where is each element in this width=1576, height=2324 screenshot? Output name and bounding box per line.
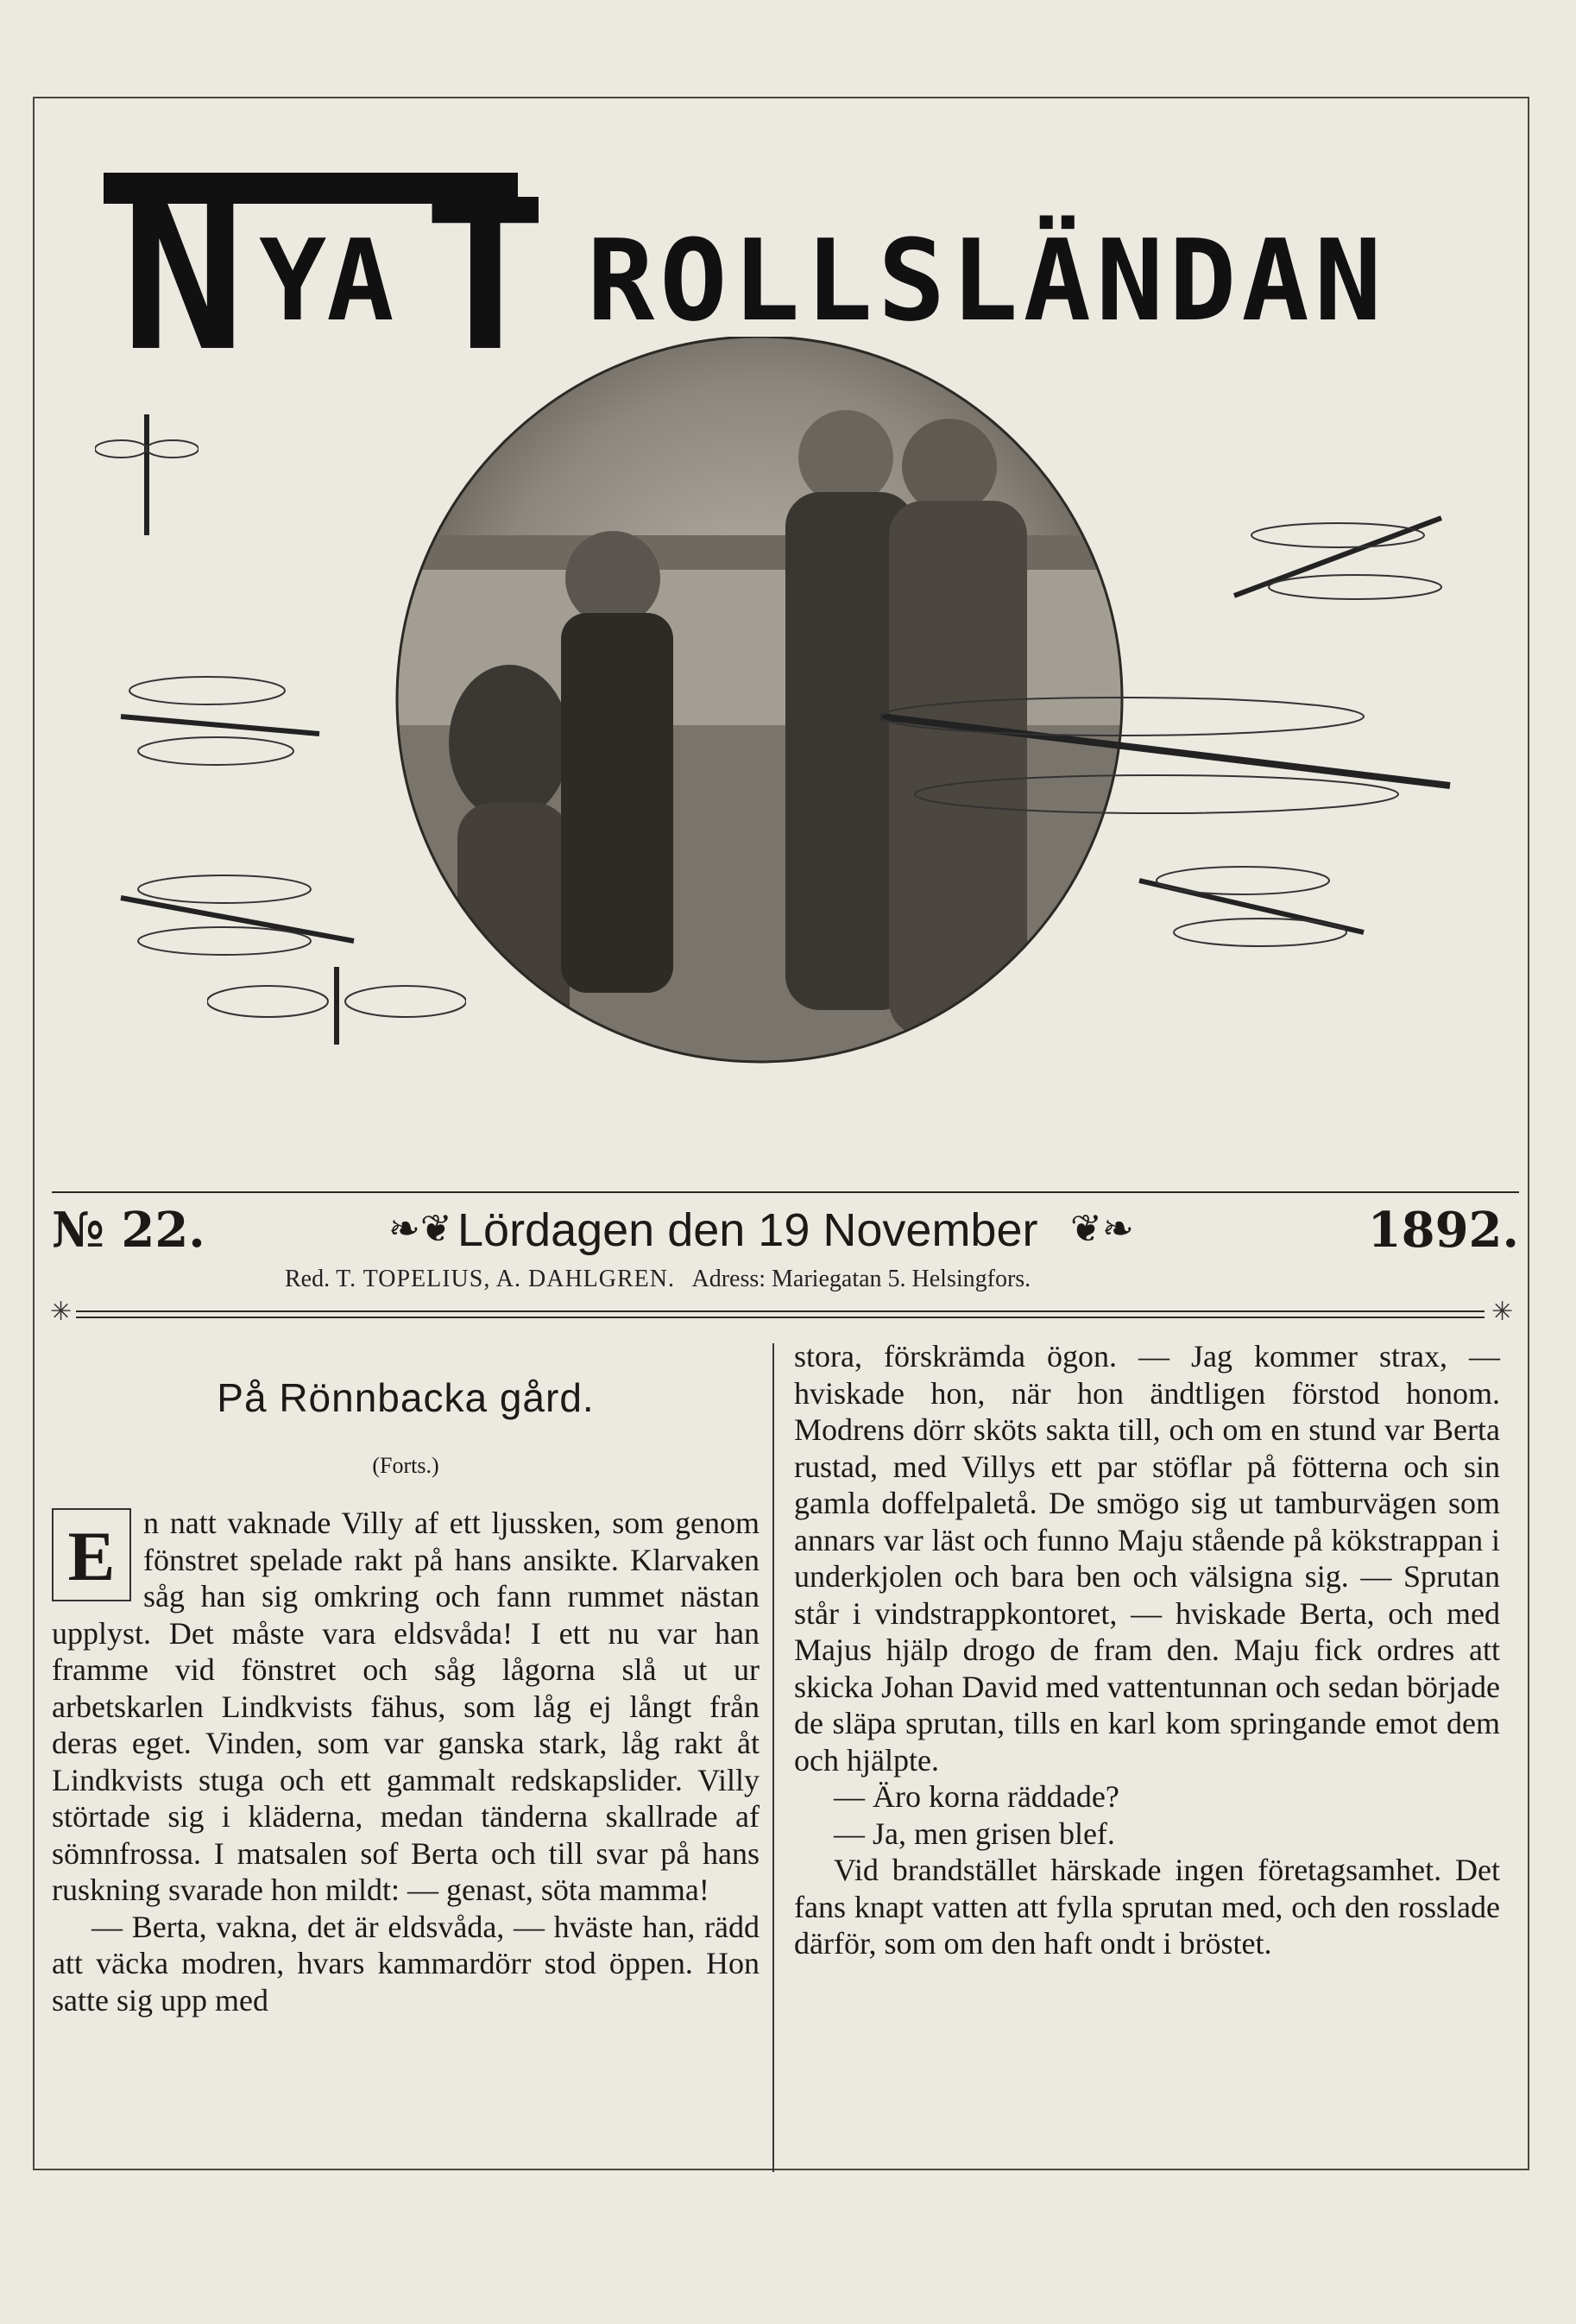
double-rule bbox=[76, 1310, 1485, 1318]
editors-names: T. TOPELIUS, A. DAHLGREN. bbox=[336, 1266, 676, 1292]
child-cap-figure bbox=[449, 665, 570, 820]
child-figure-1 bbox=[457, 803, 570, 1079]
issue-number: № 22. bbox=[52, 1202, 205, 1259]
boy-figure bbox=[561, 613, 673, 993]
article-subtitle: (Forts.) bbox=[372, 1452, 439, 1478]
right-column bbox=[794, 1338, 1500, 1962]
star-icon: ✳ bbox=[50, 1298, 72, 1326]
dropcap-letter: E bbox=[67, 1517, 116, 1595]
editors-address: Adress: Mariegatan 5. Helsingfors. bbox=[691, 1266, 1031, 1292]
boy-head bbox=[565, 531, 660, 626]
editors-line bbox=[285, 1266, 1031, 1293]
dragonfly-icon bbox=[1122, 855, 1381, 958]
masthead-letter-n: N bbox=[121, 155, 246, 397]
paragraph: stora, förskrämda ögon. — Jag kommer strax, — hviskade hon, när hon ändtligen förstod honom. Modrens dörr sköts sakta till, och om en stund var Berta rustad, med Villys ett par stöflar på fötterna och sin gamla doffelpaletå. De smögo sig ut tamburvägen som annars var läst och funno Maju stående på kökstrappan i underkjolen och bara ben och välsigna sig. — Sprutan står i vindstrappkontoret, — hviskade Berta, och med Majus hjälp drogo de fram den. Maju fick ordres att skicka Johan David med vattentunnan och sedan började de släpa sprutan, tills en karl kom springande emot dem och hjälpte. bbox=[794, 1339, 1500, 1778]
dragonfly-icon bbox=[1226, 492, 1450, 630]
dragonfly-icon bbox=[95, 406, 199, 544]
paragraph: — Äro korna räddade? bbox=[834, 1779, 1119, 1814]
dragonfly-icon bbox=[104, 656, 328, 777]
paragraph: n natt vaknade Villy af ett ljussken, som genom fönstret spelade rakt på hans ansikte. Klarvaken såg han sig omkring och fann rummet nästan upplyst. Det måste vara eldsvåda! I ett nu var han framme vid fönstret och såg lågorna slå ut ur arbetskarlen Lindkvists fähus, som låg ej långt från deras eget. Vinden, som var ganska stark, låg rakt åt Lindkvists stuga och ett gammalt redskapslider. Villy störtade sig i kläderna, medan tänderna skallrade af sömnfrossa. I matsalen sof Berta och till svar på hans ruskning svarade hon mildt: — genast, söta mamma! bbox=[52, 1506, 760, 1907]
paragraph: — Berta, vakna, det är eldsvåda, — hväste han, rädd att väcka modren, hvars kammardörr stod öppen. Hon satte sig upp med bbox=[52, 1909, 760, 2018]
editors-label: Red. bbox=[285, 1266, 331, 1292]
dropcap bbox=[52, 1508, 131, 1601]
ornament-left-icon: ❧❦ bbox=[388, 1208, 452, 1250]
paragraph: — Ja, men grisen blef. bbox=[834, 1816, 1115, 1851]
issue-date: Lördagen den 19 November bbox=[457, 1204, 1038, 1256]
dragonfly-icon bbox=[207, 958, 466, 1053]
column-divider bbox=[772, 1343, 774, 2172]
ornament-right-icon: ❦❧ bbox=[1070, 1208, 1134, 1250]
dragonfly-icon bbox=[104, 863, 362, 967]
paragraph: Vid brandstället härskade ingen företagsamhet. Det fans knapt vatten att fylla sprutan med, och den rosslade därför, som om den haft ondt i bröstet. bbox=[794, 1853, 1500, 1961]
dragonfly-icon bbox=[863, 665, 1467, 837]
masthead-letter-t: T bbox=[423, 155, 548, 397]
left-column bbox=[52, 1338, 760, 2018]
article-title: På Rönnbacka gård. bbox=[217, 1375, 595, 1420]
girl-head-2 bbox=[902, 419, 997, 514]
star-icon: ✳ bbox=[1491, 1298, 1514, 1326]
girl-head-1 bbox=[798, 410, 893, 505]
masthead-letters-ya: YA bbox=[259, 215, 394, 346]
masthead-letters-rest: ROLLSLÄNDAN bbox=[587, 215, 1387, 346]
issue-year: 1892. bbox=[1367, 1202, 1519, 1259]
top-rule bbox=[52, 1191, 1519, 1193]
